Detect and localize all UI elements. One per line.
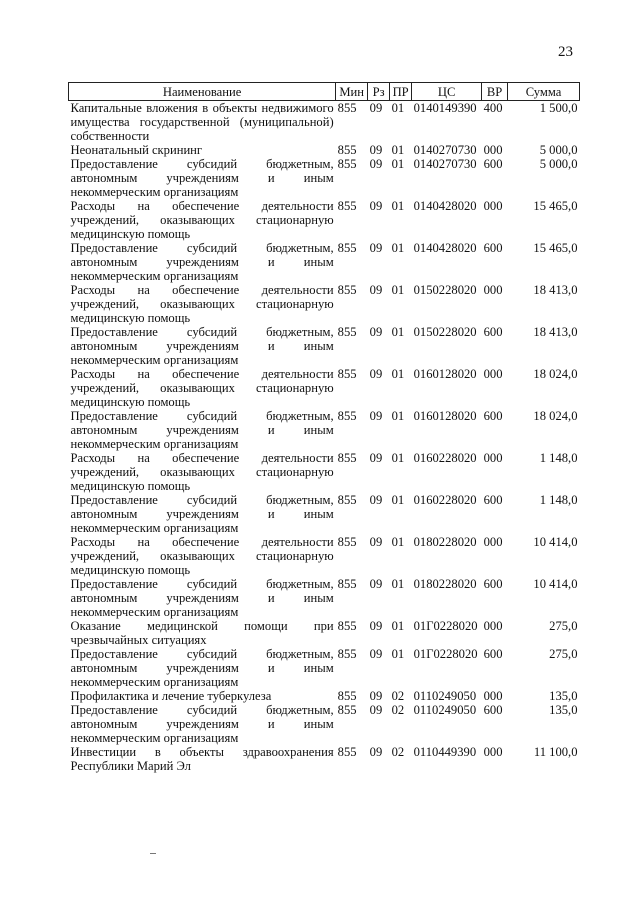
row-cs: 0180228020 [413, 535, 477, 549]
table-row [69, 409, 580, 451]
row-name: Предоставление субсидий бюджетным, автономным учреждениям и иным некоммерческим организациям [70, 703, 334, 745]
page-number: 23 [558, 44, 573, 60]
row-min: 855 [337, 325, 357, 339]
row-sum: 5 000,0 [539, 157, 578, 171]
table-row [69, 703, 580, 745]
row-pr: 01 [391, 409, 405, 423]
row-name: Предоставление субсидий бюджетным, автономным учреждениям и иным некоммерческим организациям [70, 241, 334, 283]
header-name: Наименование [69, 83, 336, 101]
row-pr: 01 [391, 451, 405, 465]
row-min: 855 [337, 101, 357, 115]
row-rz: 09 [369, 689, 383, 703]
row-min: 855 [337, 703, 357, 717]
row-name: Расходы на обеспечение деятельности учреждений, оказывающих стационарную медицинскую помощь [70, 451, 334, 493]
row-vr: 000 [483, 367, 503, 381]
row-name: Предоставление субсидий бюджетным, автономным учреждениям и иным некоммерческим организациям [70, 647, 334, 689]
row-pr: 02 [391, 703, 405, 717]
row-vr: 600 [483, 241, 503, 255]
row-cs: 0160128020 [413, 409, 477, 423]
row-cs: 0140149390 [413, 101, 477, 115]
row-cs: 0160128020 [413, 367, 477, 381]
row-rz: 09 [369, 409, 383, 423]
header-sum: Сумма [508, 83, 580, 101]
row-vr: 600 [483, 647, 503, 661]
table-row [69, 143, 580, 157]
row-rz: 09 [369, 367, 383, 381]
row-vr: 400 [483, 101, 503, 115]
row-sum: 1 148,0 [539, 451, 578, 465]
row-rz: 09 [369, 703, 383, 717]
row-rz: 09 [369, 325, 383, 339]
header-cs: ЦС [412, 83, 482, 101]
row-min: 855 [337, 577, 357, 591]
table-row [69, 283, 580, 325]
row-vr: 600 [483, 577, 503, 591]
row-name: Оказание медицинской помощи при чрезвычайных ситуациях [70, 619, 334, 647]
row-cs: 0140270730 [413, 157, 477, 171]
row-min: 855 [337, 143, 357, 157]
row-sum: 275,0 [549, 619, 578, 633]
row-rz: 09 [369, 619, 383, 633]
row-vr: 000 [483, 689, 503, 703]
row-vr: 600 [483, 703, 503, 717]
scan-speck [150, 853, 156, 854]
row-vr: 000 [483, 199, 503, 213]
row-pr: 02 [391, 745, 405, 759]
row-vr: 000 [483, 283, 503, 297]
row-min: 855 [337, 493, 357, 507]
row-cs: 0160228020 [413, 451, 477, 465]
row-sum: 10 414,0 [533, 577, 578, 591]
row-rz: 09 [369, 535, 383, 549]
row-pr: 01 [391, 325, 405, 339]
row-name: Расходы на обеспечение деятельности учреждений, оказывающих стационарную медицинскую помощь [70, 199, 334, 241]
header-vr: ВР [482, 83, 508, 101]
row-cs: 01Г0228020 [413, 647, 478, 661]
row-cs: 0150228020 [413, 283, 477, 297]
row-name: Профилактика и лечение туберкулеза [70, 689, 272, 703]
table-row [69, 745, 580, 773]
row-pr: 02 [391, 689, 405, 703]
row-min: 855 [337, 451, 357, 465]
row-vr: 000 [483, 143, 503, 157]
row-pr: 01 [391, 199, 405, 213]
table-body [69, 101, 580, 774]
header-rz: Рз [368, 83, 390, 101]
row-rz: 09 [369, 577, 383, 591]
row-vr: 600 [483, 409, 503, 423]
table-row [69, 493, 580, 535]
row-cs: 0180228020 [413, 577, 477, 591]
table-row [69, 451, 580, 493]
row-vr: 000 [483, 745, 503, 759]
row-rz: 09 [369, 143, 383, 157]
row-sum: 15 465,0 [533, 241, 578, 255]
row-pr: 01 [391, 101, 405, 115]
row-cs: 0110249050 [413, 703, 477, 717]
row-rz: 09 [369, 745, 383, 759]
row-rz: 09 [369, 283, 383, 297]
row-vr: 600 [483, 493, 503, 507]
table-row [69, 325, 580, 367]
row-min: 855 [337, 241, 357, 255]
row-min: 855 [337, 283, 357, 297]
row-pr: 01 [391, 493, 405, 507]
row-name: Предоставление субсидий бюджетным, автономным учреждениям и иным некоммерческим организациям [70, 325, 334, 367]
table-row [69, 367, 580, 409]
table-row [69, 577, 580, 619]
row-pr: 01 [391, 241, 405, 255]
row-rz: 09 [369, 199, 383, 213]
row-name: Расходы на обеспечение деятельности учреждений, оказывающих стационарную медицинскую помощь [70, 367, 334, 409]
row-sum: 1 500,0 [539, 101, 578, 115]
row-rz: 09 [369, 451, 383, 465]
table-header-row [69, 83, 580, 101]
row-min: 855 [337, 689, 357, 703]
row-sum: 135,0 [549, 703, 578, 717]
row-min: 855 [337, 535, 357, 549]
row-sum: 18 024,0 [533, 367, 578, 381]
table-row [69, 647, 580, 689]
table-row [69, 157, 580, 199]
row-cs: 0140270730 [413, 143, 477, 157]
row-sum: 135,0 [549, 689, 578, 703]
table-row [69, 241, 580, 283]
row-sum: 1 148,0 [539, 493, 578, 507]
row-sum: 10 414,0 [533, 535, 578, 549]
table-row [69, 199, 580, 241]
table-row [69, 689, 580, 703]
row-pr: 01 [391, 647, 405, 661]
row-rz: 09 [369, 101, 383, 115]
row-min: 855 [337, 409, 357, 423]
row-pr: 01 [391, 157, 405, 171]
row-min: 855 [337, 647, 357, 661]
row-min: 855 [337, 199, 357, 213]
budget-table [68, 82, 580, 773]
row-cs: 0140428020 [413, 199, 477, 213]
row-rz: 09 [369, 157, 383, 171]
row-cs: 0140428020 [413, 241, 477, 255]
row-cs: 0110449390 [413, 745, 477, 759]
row-vr: 600 [483, 157, 503, 171]
row-sum: 18 413,0 [533, 283, 578, 297]
row-name: Предоставление субсидий бюджетным, автономным учреждениям и иным некоммерческим организациям [70, 157, 334, 199]
table-row [69, 619, 580, 647]
row-name: Расходы на обеспечение деятельности учреждений, оказывающих стационарную медицинскую помощь [70, 283, 334, 325]
row-sum: 11 100,0 [533, 745, 578, 759]
row-name: Неонатальный скрининг [70, 143, 203, 157]
row-min: 855 [337, 157, 357, 171]
header-min: Мин [336, 83, 368, 101]
row-name: Инвестиции в объекты здравоохранения Республики Марий Эл [70, 745, 334, 773]
row-pr: 01 [391, 143, 405, 157]
row-vr: 000 [483, 619, 503, 633]
row-cs: 01Г0228020 [413, 619, 478, 633]
row-cs: 0110249050 [413, 689, 477, 703]
row-pr: 01 [391, 283, 405, 297]
row-name: Предоставление субсидий бюджетным, автономным учреждениям и иным некоммерческим организациям [70, 493, 334, 535]
row-rz: 09 [369, 241, 383, 255]
row-vr: 000 [483, 535, 503, 549]
row-min: 855 [337, 619, 357, 633]
row-name: Предоставление субсидий бюджетным, автономным учреждениям и иным некоммерческим организациям [70, 409, 334, 451]
row-sum: 275,0 [549, 647, 578, 661]
table-row [69, 101, 580, 144]
row-rz: 09 [369, 493, 383, 507]
row-pr: 01 [391, 577, 405, 591]
row-min: 855 [337, 367, 357, 381]
row-pr: 01 [391, 535, 405, 549]
row-sum: 18 413,0 [533, 325, 578, 339]
row-sum: 5 000,0 [539, 143, 578, 157]
row-name: Предоставление субсидий бюджетным, автономным учреждениям и иным некоммерческим организациям [70, 577, 334, 619]
row-name: Капитальные вложения в объекты недвижимого имущества государственной (муниципальной) собственности [70, 101, 334, 143]
row-vr: 600 [483, 325, 503, 339]
row-vr: 000 [483, 451, 503, 465]
row-sum: 15 465,0 [533, 199, 578, 213]
row-pr: 01 [391, 367, 405, 381]
row-cs: 0150228020 [413, 325, 477, 339]
row-min: 855 [337, 745, 357, 759]
row-rz: 09 [369, 647, 383, 661]
table-row [69, 535, 580, 577]
header-pr: ПР [390, 83, 412, 101]
row-sum: 18 024,0 [533, 409, 578, 423]
row-pr: 01 [391, 619, 405, 633]
row-cs: 0160228020 [413, 493, 477, 507]
row-name: Расходы на обеспечение деятельности учреждений, оказывающих стационарную медицинскую помощь [70, 535, 334, 577]
